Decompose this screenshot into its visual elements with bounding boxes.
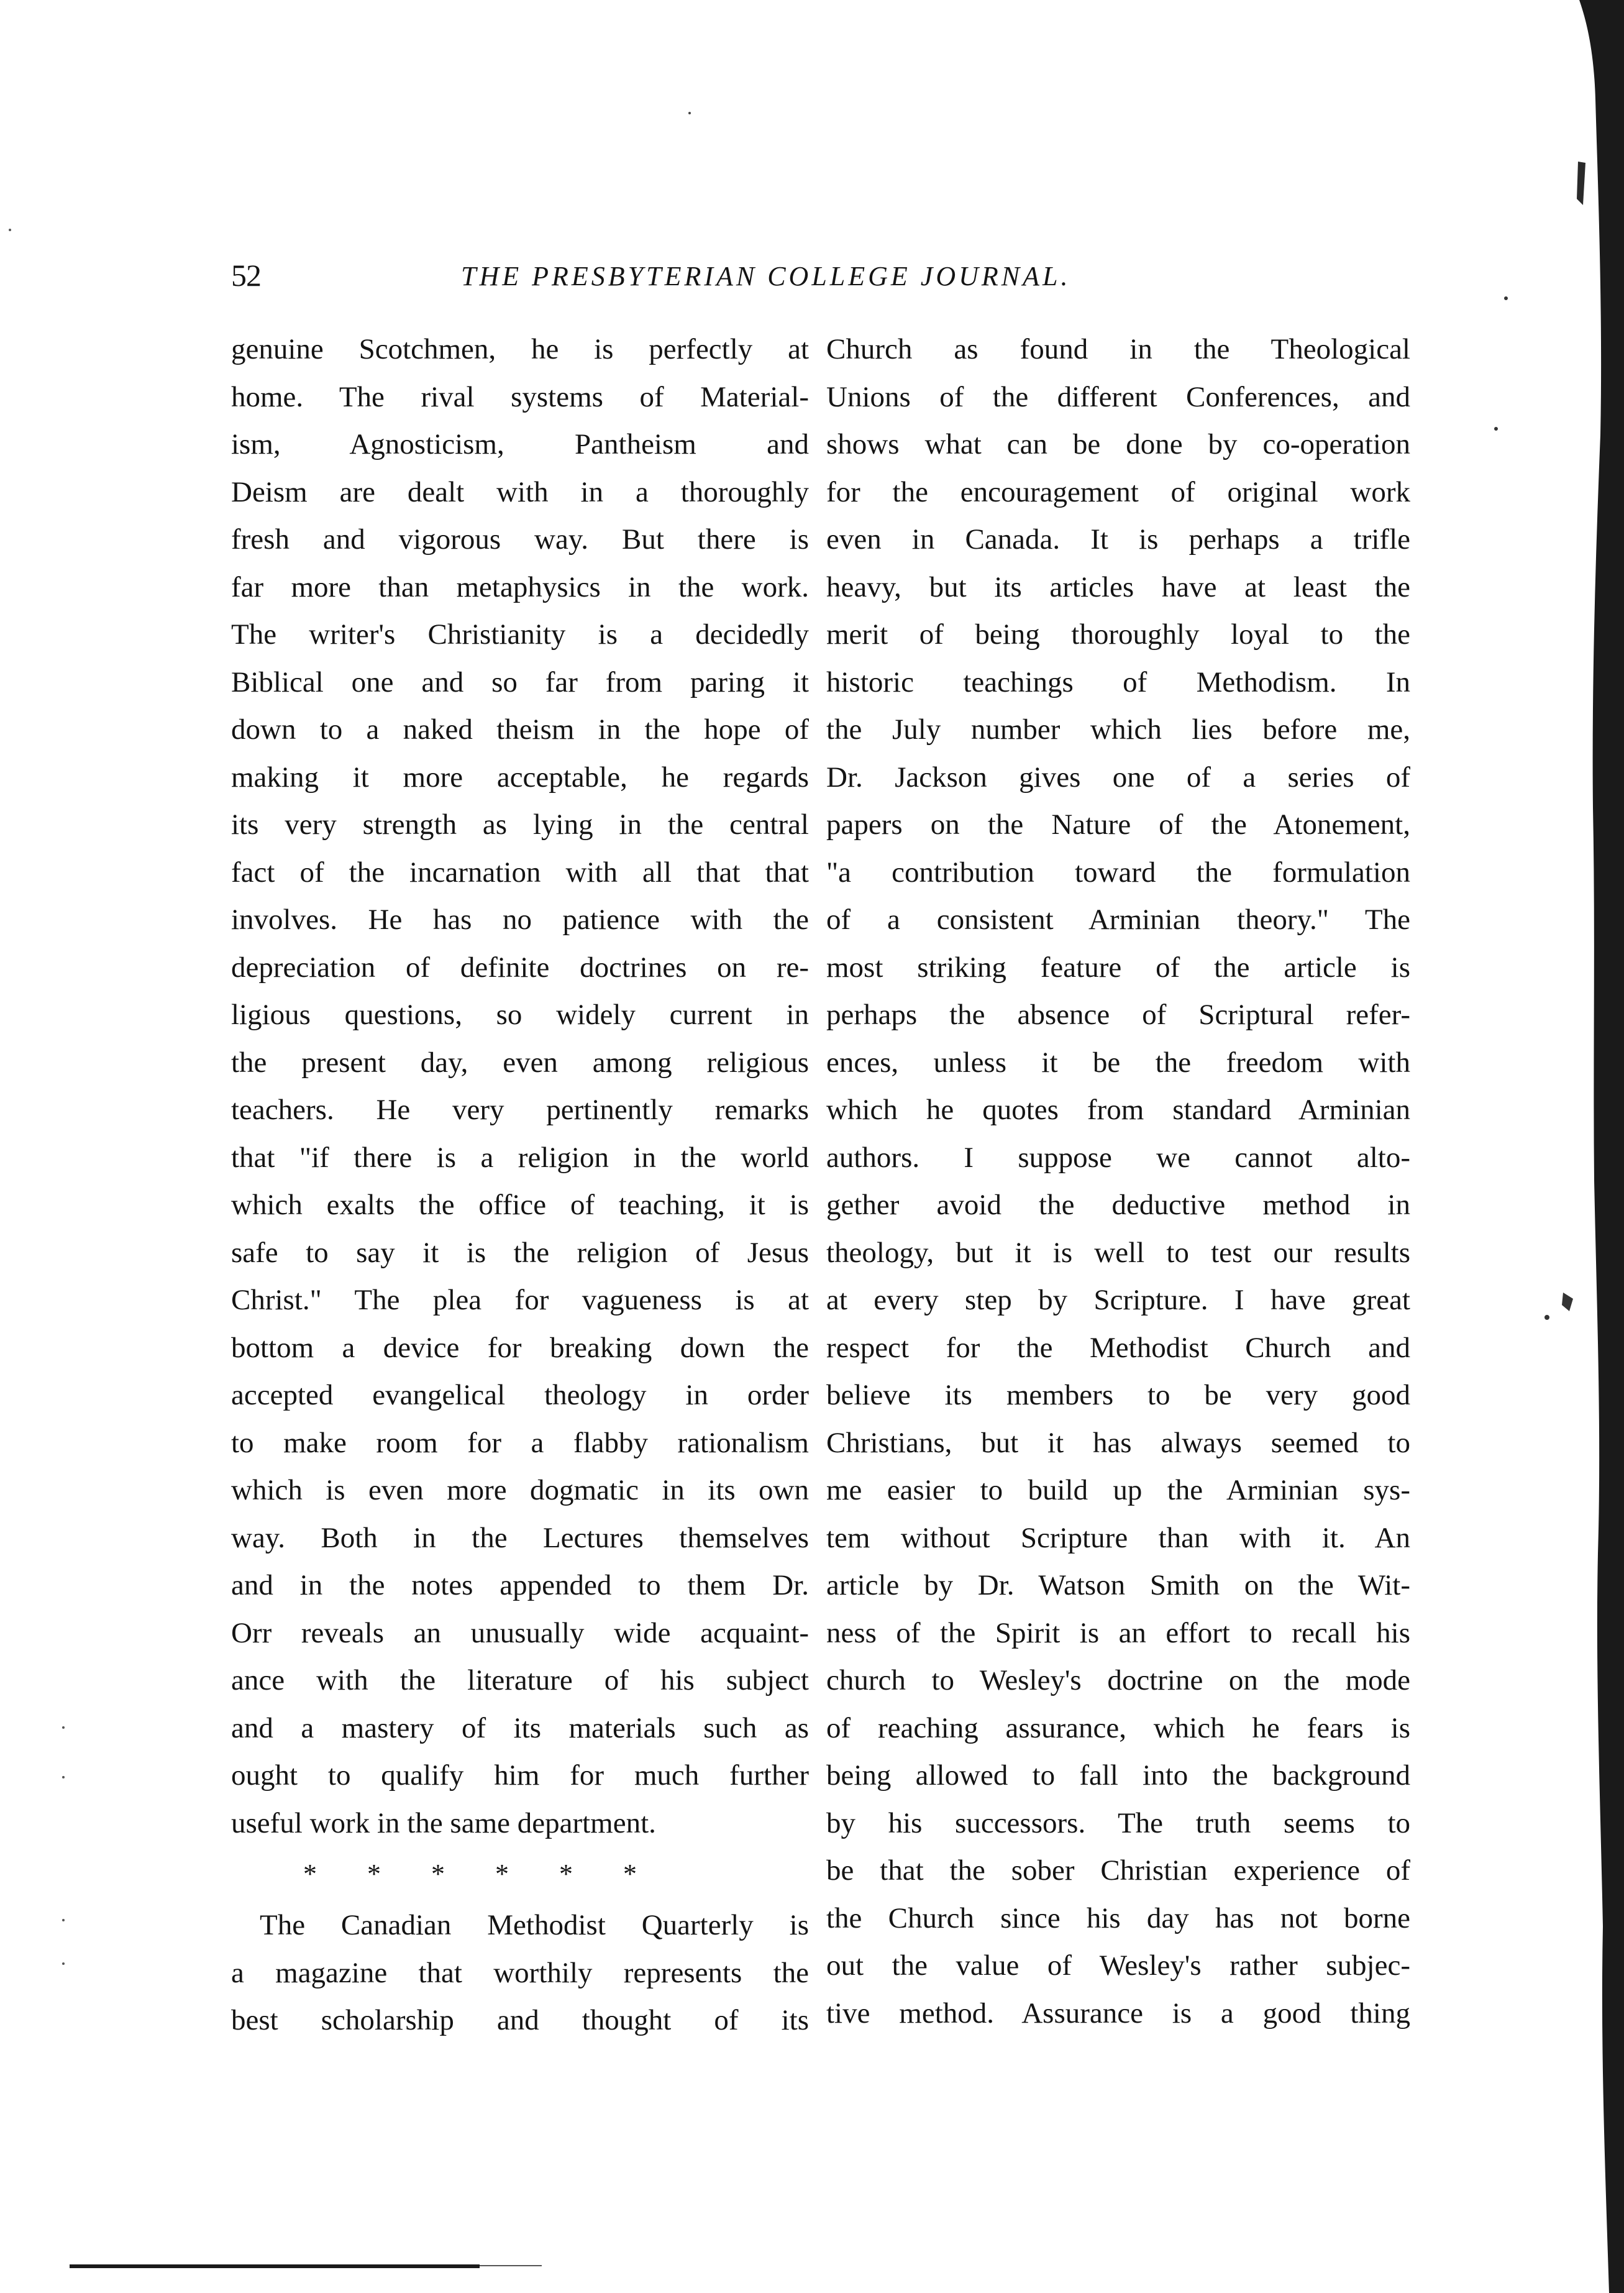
- section-separator: * * * * * *: [303, 1859, 637, 1889]
- text-line: and a mastery of its materials such as: [231, 1711, 809, 1744]
- text-line: ought to qualify him for much further: [231, 1759, 809, 1792]
- text-line: way. Both in the Lectures themselves: [231, 1521, 809, 1554]
- text-line: which exalts the office of teaching, it is: [231, 1189, 809, 1221]
- text-line: The writer's Christianity is a decidedly: [231, 618, 809, 651]
- text-line: which he quotes from standard Arminian: [826, 1094, 1410, 1126]
- left-column: [231, 326, 809, 2044]
- text-line: that "if there is a religion in the world: [231, 1141, 809, 1174]
- text-line: involves. He has no patience with the: [231, 904, 809, 936]
- text-line: papers on the Nature of the Atonement,: [826, 808, 1410, 841]
- text-line: genuine Scotchmen, he is perfectly at: [231, 333, 809, 365]
- text-line: down to a naked theism in the hope of: [231, 713, 809, 746]
- text-line: making it more acceptable, he regards: [231, 761, 809, 794]
- text-line: accepted evangelical theology in order: [231, 1379, 809, 1411]
- text-line: teachers. He very pertinently remarks: [231, 1094, 809, 1126]
- text-line: the present day, even among religious: [231, 1046, 809, 1079]
- text-line: best scholarship and thought of its: [231, 2004, 809, 2036]
- text-line: Unions of the different Conferences, and: [826, 380, 1410, 413]
- text-line: useful work in the same department.: [231, 1806, 656, 1839]
- text-line: home. The rival systems of Material-: [231, 380, 809, 413]
- text-line: respect for the Methodist Church and: [826, 1331, 1410, 1364]
- text-line: gether avoid the deductive method in: [826, 1189, 1410, 1221]
- text-line: most striking feature of the article is: [826, 951, 1410, 984]
- text-line: ism, Agnosticism, Pantheism and: [231, 428, 809, 460]
- text-line: tem without Scripture than with it. An: [826, 1521, 1410, 1554]
- text-line: tive method. Assurance is a good thing: [826, 1997, 1410, 2030]
- page-number: 52: [231, 258, 261, 293]
- text-line: for the encouragement of original work: [826, 475, 1410, 508]
- text-line: article by Dr. Watson Smith on the Wit-: [826, 1569, 1410, 1601]
- text-line: to make room for a flabby rationalism: [231, 1426, 809, 1459]
- text-line: the July number which lies before me,: [826, 713, 1410, 746]
- text-line: shows what can be done by co-operation: [826, 428, 1410, 460]
- text-line: heavy, but its articles have at least the: [826, 570, 1410, 603]
- text-line: "a contribution toward the formulation: [826, 856, 1410, 889]
- text-line: ences, unless it be the freedom with: [826, 1046, 1410, 1079]
- text-line: Biblical one and so far from paring it: [231, 666, 809, 698]
- text-line: church to Wesley's doctrine on the mode: [826, 1664, 1410, 1696]
- text-line: and in the notes appended to them Dr.: [231, 1569, 809, 1601]
- text-line: Christians, but it has always seemed to: [826, 1426, 1410, 1459]
- text-line: of a consistent Arminian theory." The: [826, 904, 1410, 936]
- text-line: fact of the incarnation with all that that: [231, 856, 809, 889]
- text-line: fresh and vigorous way. But there is: [231, 523, 809, 556]
- text-line: even in Canada. It is perhaps a trifle: [826, 523, 1410, 556]
- scan-bottom-rule: [70, 2263, 542, 2269]
- text-line: be that the sober Christian experience of: [826, 1854, 1410, 1887]
- text-line: bottom a device for breaking down the: [231, 1331, 809, 1364]
- text-line: far more than metaphysics in the work.: [231, 570, 809, 603]
- text-line: perhaps the absence of Scriptural refer-: [826, 999, 1410, 1031]
- text-line: Orr reveals an unusually wide acquaint-: [231, 1616, 809, 1649]
- text-line: believe its members to be very good: [826, 1379, 1410, 1411]
- text-line: ness of the Spirit is an effort to recall his: [826, 1616, 1410, 1649]
- text-line: safe to say it is the religion of Jesus: [231, 1236, 809, 1269]
- text-line: a magazine that worthily represents the: [231, 1956, 809, 1989]
- text-line: Christ." The plea for vagueness is at: [231, 1284, 809, 1316]
- text-line: of reaching assurance, which he fears is: [826, 1711, 1410, 1744]
- text-line: by his successors. The truth seems to: [826, 1806, 1410, 1839]
- text-line: at every step by Scripture. I have great: [826, 1284, 1410, 1316]
- text-line: being allowed to fall into the background: [826, 1759, 1410, 1792]
- text-line: historic teachings of Methodism. In: [826, 666, 1410, 698]
- text-line: Dr. Jackson gives one of a series of: [826, 761, 1410, 794]
- text-line: which is even more dogmatic in its own: [231, 1474, 809, 1506]
- text-line: the Church since his day has not borne: [826, 1902, 1410, 1934]
- text-line: authors. I suppose we cannot alto-: [826, 1141, 1410, 1174]
- text-line: out the value of Wesley's rather subjec-: [826, 1949, 1410, 1982]
- text-line: Deism are dealt with in a thoroughly: [231, 475, 809, 508]
- right-column: [826, 326, 1410, 2037]
- text-line: merit of being thoroughly loyal to the: [826, 618, 1410, 651]
- scan-binding-edge: [1536, 0, 1624, 2293]
- text-line: ance with the literature of his subject: [231, 1664, 809, 1696]
- text-line: its very strength as lying in the central: [231, 808, 809, 841]
- text-line: The Canadian Methodist Quarterly is: [260, 1909, 809, 1941]
- text-line: Church as found in the Theological: [826, 333, 1410, 365]
- text-line: ligious questions, so widely current in: [231, 999, 809, 1031]
- running-head: THE PRESBYTERIAN COLLEGE JOURNAL.: [461, 261, 1071, 291]
- text-line: me easier to build up the Arminian sys-: [826, 1474, 1410, 1506]
- text-line: theology, but it is well to test our results: [826, 1236, 1410, 1269]
- text-line: depreciation of definite doctrines on re-: [231, 951, 809, 984]
